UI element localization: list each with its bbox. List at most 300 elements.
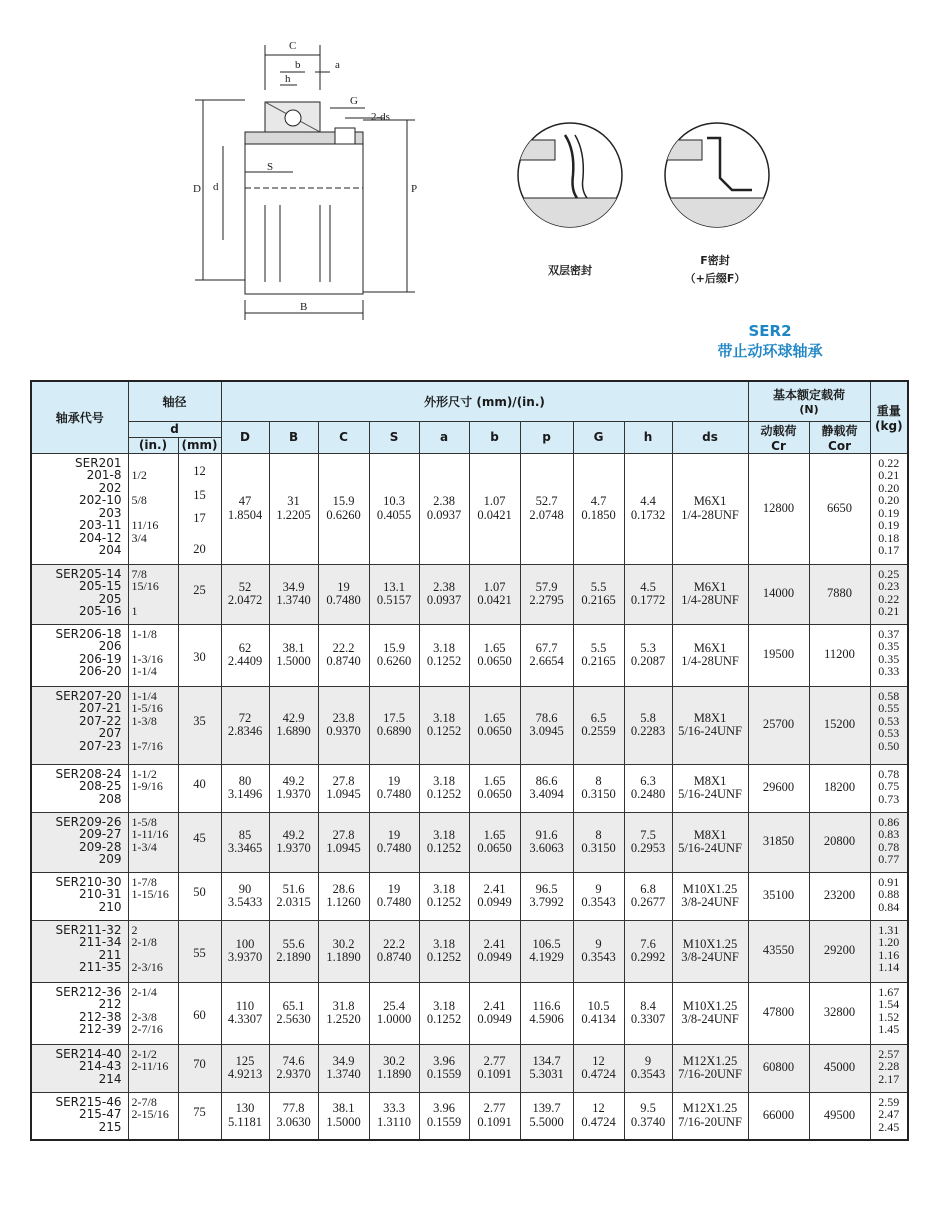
weight-cell-line: 0.50: [878, 738, 900, 753]
dim-a-cell-line: 3.96: [433, 1101, 455, 1116]
dim-G-cell-line: 5.5: [590, 640, 607, 655]
dim-a-cell: [419, 872, 469, 920]
dim-C-cell-line: 28.6: [332, 881, 355, 896]
dim-label-a: a: [335, 59, 340, 71]
shaft-mm-cell: [178, 1092, 221, 1140]
shaft-mm-cell: [178, 982, 221, 1044]
bearing-code-cell-line: 205: [98, 591, 122, 606]
dim-p-cell: [520, 453, 573, 564]
dim-b-cell-line: 0.0949: [477, 1012, 512, 1026]
shaft-inch-cell: [128, 624, 178, 686]
dim-G-cell-line: 0.4724: [581, 1067, 616, 1081]
dim-b-cell-line: 2.41: [483, 998, 506, 1013]
dim-C-cell-line: 0.7480: [326, 593, 361, 607]
dim-C-cell: [318, 453, 369, 564]
dim-D-cell-line: 3.3465: [227, 841, 263, 855]
dim-a-cell-line: 0.1252: [426, 895, 462, 909]
dim-h-cell-line: 0.2677: [630, 895, 666, 909]
dim-b-cell: [469, 920, 520, 982]
dim-h-cell-line: 0.3307: [630, 1012, 666, 1026]
weight-cell-line: 1.67: [878, 984, 900, 999]
bearing-code-cell: [31, 1092, 128, 1140]
dim-a-cell-line: 3.18: [433, 773, 455, 788]
bearing-code-cell-line: 202-10: [78, 493, 122, 507]
dim-b-cell-line: 0.0650: [477, 841, 512, 855]
dim-B-cell-line: 1.5000: [276, 654, 311, 668]
dim-C-cell-line: 1.1260: [326, 895, 361, 909]
bearing-spec-body: [31, 453, 908, 1140]
shaft-inch-cell-line: 5/8: [131, 493, 147, 507]
dim-p-cell-line: 5.3031: [529, 1067, 564, 1081]
dim-b-cell: [469, 872, 520, 920]
dim-S-cell-line: 0.8740: [376, 950, 412, 964]
bearing-code-cell-line: 205-15: [78, 579, 122, 593]
header-static-symbol: Cor: [828, 438, 852, 453]
dim-G-cell-line: 0.2559: [581, 724, 616, 738]
dim-G-cell: [573, 453, 624, 564]
weight-cell: [870, 453, 908, 564]
shaft-mm-cell: [178, 686, 221, 764]
weight-cell-line: 0.22: [878, 455, 900, 470]
f-seal-caption-line2: （+后缀F）: [684, 272, 746, 285]
shaft-inch-cell: [128, 453, 178, 564]
dim-S-cell-line: 1.0000: [376, 1012, 412, 1026]
dim-h-cell: [624, 624, 672, 686]
dim-a-cell: [419, 453, 469, 564]
shaft-inch-cell-line: [132, 1073, 178, 1086]
dim-p-cell-line: 139.7: [532, 1101, 561, 1116]
bearing-code-cell: [31, 920, 128, 982]
bearing-code-cell-line: SER206-18: [55, 626, 122, 641]
dim-C-cell: [318, 564, 369, 624]
dim-D-cell: [221, 686, 269, 764]
dim-D-cell-line: 52: [238, 579, 252, 594]
dim-G-cell-line: 10.5: [587, 998, 610, 1013]
dim-D-cell-line: 2.8346: [227, 724, 263, 738]
dim-G-cell-line: 6.5: [590, 710, 607, 725]
header-shaft: 轴径: [128, 381, 221, 421]
shaft-inch-cell-line: 2-7/8: [131, 1094, 157, 1109]
weight-cell: [870, 1092, 908, 1140]
weight-cell-line: 0.73: [878, 791, 900, 806]
dim-label-P: P: [411, 183, 418, 195]
shaft-inch-cell-line: [132, 593, 178, 606]
dim-C-cell-line: 22.2: [332, 640, 355, 655]
dim-ds-cell-line: M8X1: [693, 710, 727, 725]
dim-B-cell: [269, 872, 318, 920]
dim-a-cell: [419, 920, 469, 982]
weight-cell-line: 0.18: [878, 530, 900, 545]
shaft-inch-cell-line: 2: [131, 922, 138, 937]
dim-G-cell-line: 5.5: [590, 579, 607, 594]
bearing-code-cell-line: 206-20: [78, 664, 122, 678]
dim-p-cell-line: 134.7: [532, 1053, 561, 1068]
dim-h-cell-line: 6.8: [640, 881, 656, 896]
dim-h-cell-line: 9.5: [640, 1101, 656, 1116]
f-seal-caption: [660, 252, 770, 288]
dim-p-cell: [520, 624, 573, 686]
dim-D-cell-line: 110: [235, 998, 255, 1013]
table-row: [31, 982, 908, 1044]
dim-D-cell-line: 100: [235, 936, 255, 951]
shaft-inch-cell-line: 2-3/16: [131, 960, 163, 974]
weight-cell-line: 0.25: [878, 566, 900, 581]
dim-p-cell-line: 2.2795: [529, 593, 564, 607]
bearing-code-cell: [31, 686, 128, 764]
bearing-code-cell-line: 215: [98, 1119, 122, 1134]
dim-S-cell-line: 30.2: [383, 1053, 405, 1068]
weight-cell-line: 2.59: [878, 1094, 900, 1109]
dim-B-cell-line: 2.9370: [276, 1067, 311, 1081]
dim-label-D: D: [193, 183, 201, 195]
dim-p-cell-line: 3.6063: [529, 841, 564, 855]
dim-b-cell-line: 0.0421: [477, 507, 512, 522]
dim-a-cell-line: 0.1252: [426, 950, 462, 964]
table-row: [31, 920, 908, 982]
bearing-code-cell: [31, 564, 128, 624]
dim-h-cell-line: 6.3: [640, 773, 656, 788]
weight-cell-line: 2.28: [878, 1059, 900, 1073]
weight-cell-line: 0.55: [878, 701, 900, 715]
dim-b-cell-line: 1.65: [483, 640, 506, 655]
dim-p-cell-line: 3.7992: [529, 895, 564, 909]
header-dynamic-load: [748, 421, 809, 453]
dim-ds-cell: [672, 624, 748, 686]
header-col-D: D: [221, 421, 269, 453]
dim-label-B: B: [300, 301, 308, 313]
header-shaft-d: d: [128, 421, 221, 437]
shaft-inch-cell-line: 1-7/8: [131, 874, 157, 889]
weight-cell: [870, 920, 908, 982]
dim-G-cell-line: 0.3543: [581, 895, 616, 909]
shaft-inch-cell-line: 7/8: [131, 566, 147, 581]
dim-B-cell-line: 2.1890: [276, 950, 311, 964]
dim-a-cell: [419, 686, 469, 764]
shaft-inch-cell-line: 3/4: [131, 530, 147, 545]
bearing-code-cell-line: SER208-24: [55, 766, 122, 781]
table-row: [31, 1092, 908, 1140]
dim-B-cell-line: 42.9: [282, 710, 305, 725]
dim-S-cell-line: 22.2: [383, 936, 405, 951]
dim-C-cell: [318, 624, 369, 686]
dim-p-cell-line: 57.9: [535, 579, 558, 594]
bearing-code-cell-line: 207-21: [78, 701, 122, 715]
header-load-rating-label: 基本额定载荷: [773, 388, 846, 403]
shaft-inch-cell: [128, 686, 178, 764]
dim-S-cell-line: 0.7480: [376, 895, 412, 909]
header-col-a: a: [419, 421, 469, 453]
dim-G-cell-line: 9: [595, 881, 602, 896]
dim-G-cell: [573, 1044, 624, 1092]
dim-D-cell-line: 5.1181: [228, 1114, 262, 1129]
weight-cell-line: 0.91: [878, 874, 900, 889]
weight-cell-line: 0.17: [878, 543, 900, 557]
dim-h-cell-line: 0.2953: [630, 841, 666, 855]
dim-D-cell: [221, 453, 269, 564]
dim-p-cell-line: 116.6: [532, 998, 561, 1013]
weight-cell-line: 0.86: [878, 814, 900, 829]
weight-cell: [870, 686, 908, 764]
dim-G-cell: [573, 812, 624, 872]
shaft-inch-cell: [128, 872, 178, 920]
bearing-code-cell: [31, 624, 128, 686]
weight-cell-line: 0.37: [878, 626, 900, 641]
dim-p-cell-line: 2.0748: [529, 507, 564, 522]
shaft-inch-cell-line: [132, 544, 178, 557]
dim-B-cell-line: 77.8: [282, 1101, 305, 1116]
dim-p-cell: [520, 812, 573, 872]
dynamic-load-cell: 43550: [748, 920, 809, 982]
dim-p-cell: [520, 764, 573, 812]
bearing-code-cell-line: 203-11: [78, 518, 122, 532]
shaft-inch-cell-line: 2-1/2: [131, 1046, 157, 1061]
dim-b-cell-line: 1.07: [483, 579, 506, 594]
dim-label-b: b: [295, 59, 301, 71]
shaft-inch-cell-line: 1/2: [131, 468, 147, 482]
dim-D-cell: [221, 812, 269, 872]
shaft-inch-cell-line: [132, 640, 178, 653]
dim-h-cell-line: 4.5: [640, 579, 656, 594]
shaft-mm-cell: [178, 872, 221, 920]
dim-h-cell: [624, 564, 672, 624]
dim-label-S: S: [267, 161, 274, 173]
weight-cell: [870, 764, 908, 812]
weight-cell-line: 1.31: [878, 922, 900, 937]
weight-cell-line: 0.20: [878, 493, 900, 507]
header-weight: [870, 381, 908, 453]
shaft-mm-value: 75: [193, 1105, 206, 1119]
weight-cell-line: 2.17: [878, 1071, 900, 1086]
table-row: [31, 624, 908, 686]
dim-h-cell-line: 0.2992: [630, 950, 666, 964]
dim-b-cell-line: 1.65: [483, 773, 506, 788]
bearing-code-cell-line: 212-38: [78, 1009, 122, 1024]
dim-S-cell-line: 1.1890: [376, 1067, 412, 1081]
dim-h-cell-line: 0.3543: [630, 1067, 666, 1081]
dim-b-cell: [469, 1044, 520, 1092]
shaft-inch-cell-line: 1-5/16: [131, 701, 163, 715]
bearing-code-cell: [31, 812, 128, 872]
bearing-code-cell-line: SER205-14: [55, 566, 122, 581]
dim-D-cell-line: 125: [235, 1053, 255, 1068]
dim-G-cell: [573, 920, 624, 982]
dim-b-cell: [469, 812, 520, 872]
shaft-mm-cell: [178, 812, 221, 872]
dim-D-cell-line: 62: [238, 640, 252, 655]
dim-h-cell-line: 8.4: [640, 998, 656, 1013]
dim-p-cell: [520, 872, 573, 920]
static-load-cell: 45000: [809, 1044, 870, 1092]
dim-S-cell: [369, 453, 419, 564]
dim-B-cell-line: 31: [287, 494, 300, 508]
dynamic-load-cell: 19500: [748, 624, 809, 686]
dim-B-cell-line: 55.6: [282, 936, 305, 951]
dim-h-cell: [624, 920, 672, 982]
dynamic-load-cell: 35100: [748, 872, 809, 920]
weight-cell: [870, 872, 908, 920]
dim-C-cell-line: 0.8740: [326, 654, 361, 668]
dim-S-cell: [369, 1092, 419, 1140]
static-load-cell: 49500: [809, 1092, 870, 1140]
dim-B-cell-line: 3.0630: [276, 1114, 311, 1129]
dim-ds-cell-line: 1/4-28UNF: [681, 507, 739, 522]
dim-C-cell-line: 0.9370: [326, 724, 361, 738]
dim-D-cell: [221, 982, 269, 1044]
dim-S-cell-line: 10.3: [383, 494, 405, 508]
shaft-inch-cell-line: 2-1/8: [131, 935, 157, 949]
table-row: [31, 812, 908, 872]
dim-C-cell-line: 27.8: [332, 773, 355, 788]
dim-a-cell-line: 0.1252: [426, 654, 462, 668]
dim-b-cell-line: 2.77: [483, 1053, 506, 1068]
dim-a-cell-line: 3.96: [433, 1053, 455, 1068]
dim-G-cell-line: 12: [592, 1053, 605, 1068]
dim-ds-cell-line: M12X1.25: [682, 1053, 738, 1068]
dim-b-cell-line: 1.65: [483, 710, 506, 725]
dim-p-cell-line: 106.5: [532, 936, 561, 951]
dim-b-cell-line: 2.41: [483, 936, 506, 951]
shaft-mm-cell: [178, 1044, 221, 1092]
dynamic-load-cell: 29600: [748, 764, 809, 812]
bearing-code-cell-line: 212-39: [78, 1022, 122, 1036]
dim-h-cell-line: 0.2087: [630, 654, 666, 668]
dim-h-cell-line: 5.3: [640, 640, 656, 655]
dim-D-cell: [221, 872, 269, 920]
weight-cell-line: 0.53: [878, 713, 900, 728]
dim-b-cell-line: 1.65: [483, 827, 506, 842]
dim-C-cell-line: 1.5000: [326, 1114, 361, 1129]
shaft-inch-cell-line: 1: [131, 604, 138, 618]
shaft-mm-cell: [178, 453, 221, 564]
dim-label-C: C: [289, 40, 297, 52]
dim-D-cell: [221, 1044, 269, 1092]
dim-D-cell-line: 2.0472: [227, 593, 263, 607]
header-unit-mm: (mm): [178, 437, 221, 453]
shaft-mm-cell: [178, 764, 221, 812]
weight-cell-line: 0.78: [878, 839, 900, 854]
dim-p-cell-line: 52.7: [535, 494, 558, 508]
bearing-code-cell-line: 209: [98, 852, 122, 866]
bearing-spec-table: [30, 380, 909, 1141]
dim-ds-cell: [672, 812, 748, 872]
dim-b-cell: [469, 624, 520, 686]
dim-b-cell: [469, 982, 520, 1044]
table-row: [31, 764, 908, 812]
dim-B-cell: [269, 982, 318, 1044]
dim-a-cell: [419, 624, 469, 686]
dim-ds-cell-line: M10X1.25: [682, 936, 738, 951]
header-col-ds: ds: [672, 421, 748, 453]
dim-a-cell-line: 3.18: [433, 936, 455, 951]
weight-cell-line: 0.21: [878, 604, 900, 618]
weight-cell-line: 0.33: [878, 664, 900, 678]
dynamic-load-cell: 12800: [748, 453, 809, 564]
shaft-inch-cell: [128, 564, 178, 624]
dim-b-cell: [469, 764, 520, 812]
weight-cell-line: 0.58: [878, 688, 900, 703]
dim-a-cell-line: 2.38: [433, 494, 455, 508]
weight-cell-line: 0.20: [878, 480, 900, 495]
dim-h-cell: [624, 872, 672, 920]
bearing-code-cell-line: 207-23: [78, 738, 122, 753]
bearing-code-cell-line: 211-34: [78, 935, 122, 949]
dim-B-cell: [269, 1044, 318, 1092]
bearing-code-cell-line: 211-35: [78, 960, 122, 974]
dim-B-cell-line: 1.9370: [276, 841, 311, 855]
shaft-inch-cell-line: 1-5/8: [131, 814, 157, 829]
weight-cell-line: 1.16: [878, 947, 900, 962]
dim-D-cell-line: 85: [238, 827, 252, 842]
dim-b-cell: [469, 1092, 520, 1140]
dim-b-cell: [469, 453, 520, 564]
bearing-code-cell-line: 206: [98, 639, 122, 653]
bearing-code-cell-line: SER207-20: [55, 688, 122, 703]
dim-C-cell-line: 15.9: [332, 494, 355, 508]
dim-C-cell-line: 23.8: [332, 710, 355, 725]
shaft-inch-cell-line: 1-1/8: [131, 626, 157, 641]
dim-a-cell-line: 3.18: [433, 710, 455, 725]
shaft-inch-cell-line: 2-11/16: [131, 1059, 169, 1073]
dim-b-cell-line: 2.41: [483, 881, 506, 896]
table-row: [31, 1044, 908, 1092]
dim-label-d: d: [213, 181, 219, 193]
dim-b-cell-line: 0.0650: [477, 654, 512, 668]
dynamic-load-cell: 47800: [748, 982, 809, 1044]
bearing-code-cell: [31, 764, 128, 812]
weight-cell-line: 0.35: [878, 651, 900, 666]
dynamic-load-cell: 66000: [748, 1092, 809, 1140]
dim-S-cell-line: 19: [387, 881, 401, 896]
dim-a-cell-line: 3.18: [433, 827, 455, 842]
dim-S-cell: [369, 982, 419, 1044]
dim-C-cell: [318, 1044, 369, 1092]
shaft-inch-cell-line: [132, 998, 178, 1011]
bearing-code-cell-line: 214-43: [78, 1059, 122, 1073]
dim-p-cell-line: 4.5906: [529, 1012, 564, 1026]
weight-cell-line: 1.20: [878, 935, 900, 949]
dim-B-cell-line: 1.2205: [276, 507, 311, 522]
dim-b-cell: [469, 686, 520, 764]
shaft-inch-cell: [128, 812, 178, 872]
dim-p-cell: [520, 686, 573, 764]
dim-B-cell-line: 2.0315: [276, 895, 311, 909]
bearing-code-cell-line: 206-19: [78, 651, 122, 666]
dim-G-cell-line: 0.3150: [581, 787, 616, 801]
bearing-code-cell-line: 210: [98, 899, 122, 914]
series-heading: [690, 322, 850, 361]
dim-ds-cell-line: 7/16-20UNF: [678, 1067, 742, 1081]
static-load-cell: 32800: [809, 982, 870, 1044]
dim-D-cell: [221, 564, 269, 624]
dim-B-cell: [269, 453, 318, 564]
bearing-code-cell: [31, 453, 128, 564]
weight-cell-line: 0.84: [878, 899, 900, 914]
dim-ds-cell-line: M8X1: [693, 773, 727, 788]
dim-C-cell-line: 30.2: [332, 936, 355, 951]
dim-G-cell-line: 0.2165: [581, 593, 616, 607]
dim-ds-cell-line: M8X1: [693, 827, 727, 842]
dim-a-cell-line: 0.1559: [426, 1114, 462, 1129]
dim-G-cell-line: 8: [595, 773, 602, 788]
dim-label-G: G: [350, 95, 358, 107]
dim-ds-cell-line: M12X1.25: [682, 1101, 738, 1116]
dim-ds-cell-line: 3/8-24UNF: [681, 1012, 739, 1026]
dim-S-cell-line: 0.7480: [376, 787, 412, 801]
shaft-inch-cell-line: 1-15/16: [131, 887, 169, 901]
dim-b-cell-line: 1.07: [483, 494, 506, 508]
header-dimensions: 外形尺寸 (mm)/(in.): [221, 381, 748, 421]
bearing-code-cell-line: 201-8: [86, 468, 122, 482]
